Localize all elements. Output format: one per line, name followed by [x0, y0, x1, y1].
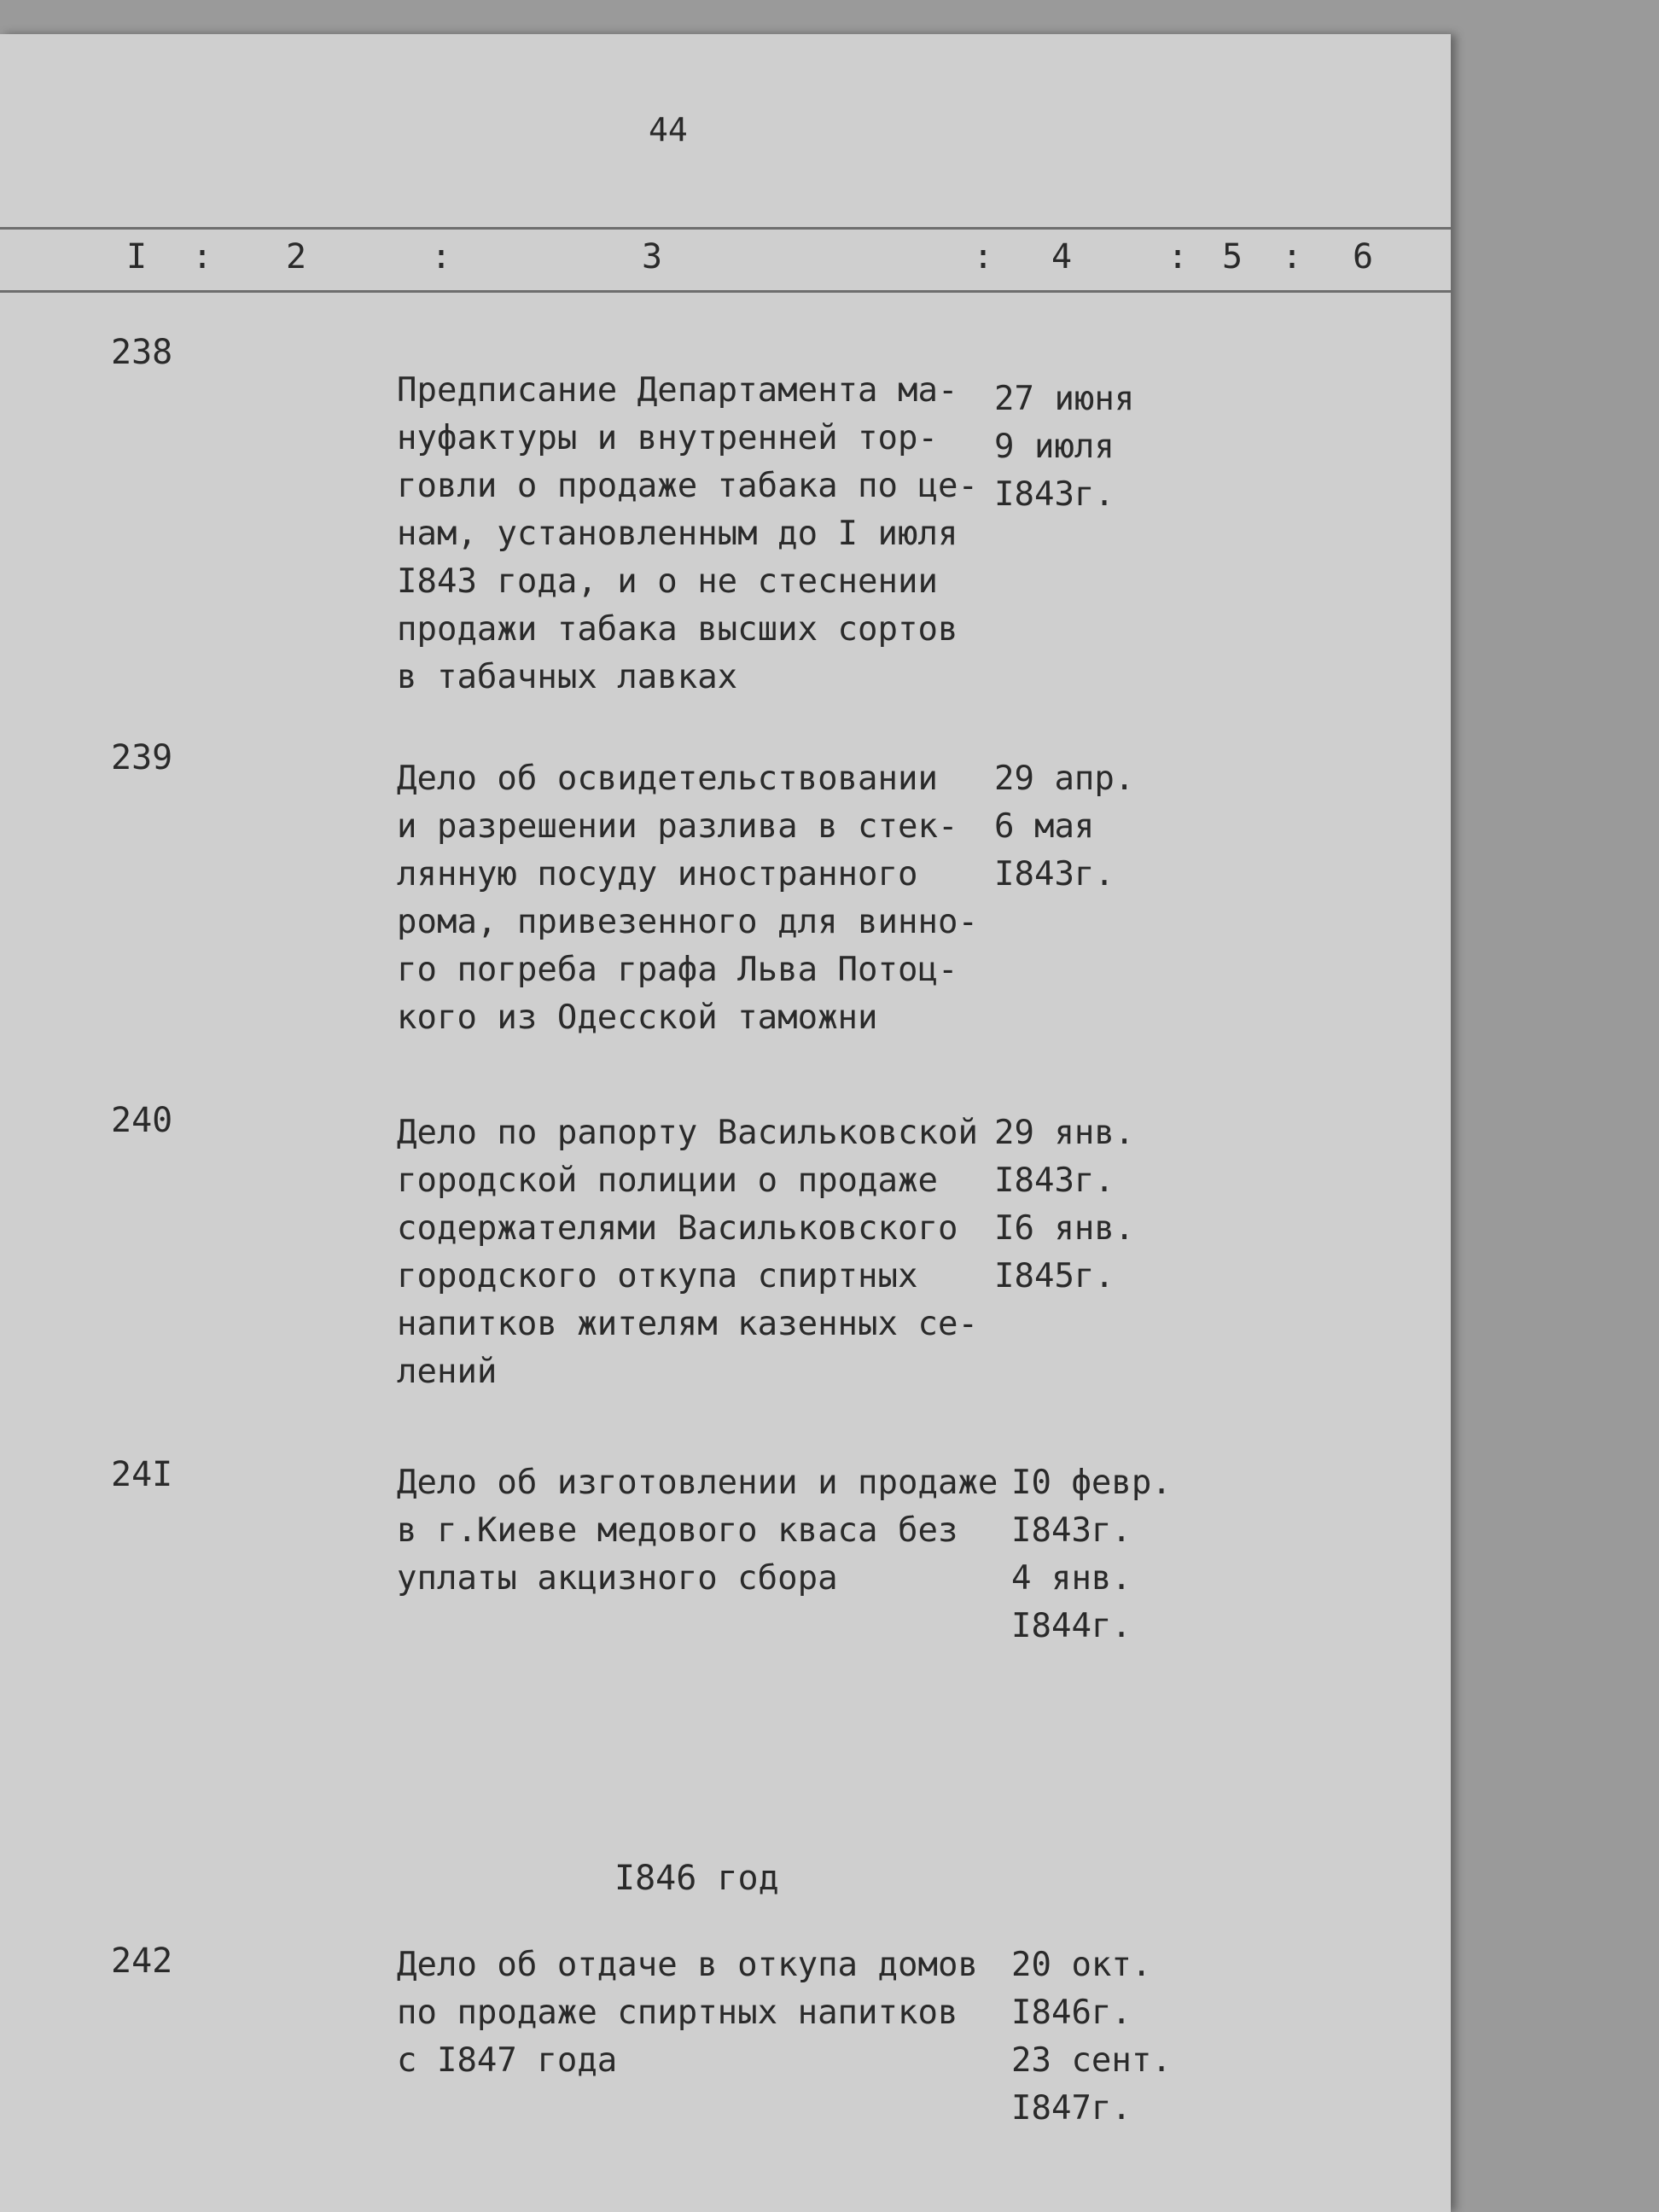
- document-page: [0, 34, 1451, 2212]
- description-line: нуфактуры и внутренней тор-: [397, 419, 938, 457]
- date-line: 27 июня: [994, 380, 1135, 418]
- entry-dates: [994, 755, 1216, 899]
- entry-number: 238: [111, 333, 173, 372]
- entry-dates: [994, 375, 1216, 519]
- date-line: I0 февр.: [1011, 1464, 1172, 1502]
- date-line: 29 янв.: [994, 1114, 1135, 1152]
- description-line: уплаты акцизного сбора: [397, 1559, 838, 1598]
- page-number: 44: [649, 111, 688, 148]
- entry-description: [397, 1941, 994, 2085]
- date-line: I6 янв.: [994, 1209, 1135, 1248]
- entry-number: 239: [111, 738, 173, 777]
- section-title: I846 год: [614, 1859, 779, 1898]
- entry-description: [397, 367, 994, 701]
- entry-description: [397, 1109, 994, 1396]
- description-line: напитков жителям казенных се-: [397, 1305, 978, 1343]
- date-line: I845г.: [994, 1257, 1115, 1295]
- entry-dates: [1011, 1459, 1233, 1650]
- entry-description: [397, 755, 994, 1042]
- description-line: Дело по рапорту Васильковской: [397, 1114, 978, 1152]
- column-header-2: 2: [286, 237, 307, 276]
- description-line: в табачных лавках: [397, 658, 738, 696]
- date-line: I844г.: [1011, 1607, 1132, 1645]
- column-header-5: 5: [1222, 237, 1243, 276]
- description-line: кого из Одесской таможни: [397, 998, 878, 1037]
- description-line: лянную посуду иностранного: [397, 855, 918, 894]
- description-line: рома, привезенного для винно-: [397, 903, 978, 941]
- description-line: I843 года, и о не стеснении: [397, 562, 938, 601]
- description-line: в г.Киеве медового кваса без: [397, 1511, 958, 1550]
- description-line: продажи табака высших сортов: [397, 610, 958, 649]
- entry-number: 24I: [111, 1455, 173, 1494]
- column-separator: :: [431, 237, 452, 276]
- date-line: 29 апр.: [994, 760, 1135, 798]
- column-header-6: 6: [1353, 237, 1374, 276]
- description-line: лений: [397, 1353, 498, 1391]
- header-rule-bottom: [0, 290, 1451, 293]
- header-rule-top: [0, 227, 1451, 230]
- entry-description: [397, 1459, 998, 1603]
- date-line: 20 окт.: [1011, 1946, 1152, 1984]
- date-line: I843г.: [994, 855, 1115, 894]
- description-line: Предписание Департамента ма-: [397, 371, 958, 410]
- column-header-3: 3: [642, 237, 663, 276]
- description-line: и разрешении разлива в стек-: [397, 807, 958, 846]
- description-line: с I847 года: [397, 2041, 618, 2080]
- description-line: Дело об освидетельствовании: [397, 760, 938, 798]
- entry-dates: [1011, 1941, 1233, 2133]
- date-line: I843г.: [1011, 1511, 1132, 1550]
- description-line: нам, установленным до I июля: [397, 515, 958, 553]
- description-line: говли о продаже табака по це-: [397, 467, 978, 505]
- column-header-1: I: [126, 237, 148, 276]
- date-line: I846г.: [1011, 1994, 1132, 2032]
- date-line: 9 июля: [994, 428, 1115, 466]
- description-line: по продаже спиртных напитков: [397, 1994, 958, 2032]
- entry-dates: [994, 1109, 1216, 1301]
- column-separator: :: [973, 237, 994, 276]
- description-line: Дело об отдаче в откупа домов: [397, 1946, 978, 1984]
- description-line: го погреба графа Льва Потоц-: [397, 951, 958, 989]
- column-separator: :: [1167, 237, 1189, 276]
- column-separator: :: [1282, 237, 1303, 276]
- date-line: I847г.: [1011, 2089, 1132, 2128]
- description-line: Дело об изготовлении и продаже: [397, 1464, 998, 1502]
- date-line: I843г.: [994, 1161, 1115, 1200]
- date-line: I843г.: [994, 475, 1115, 514]
- description-line: городской полиции о продаже: [397, 1161, 938, 1200]
- column-separator: :: [192, 237, 213, 276]
- column-header-4: 4: [1051, 237, 1073, 276]
- entry-number: 242: [111, 1941, 173, 1981]
- description-line: городского откупа спиртных: [397, 1257, 918, 1295]
- date-line: 4 янв.: [1011, 1559, 1132, 1598]
- date-line: 23 сент.: [1011, 2041, 1172, 2080]
- date-line: 6 мая: [994, 807, 1095, 846]
- description-line: содержателями Васильковского: [397, 1209, 958, 1248]
- entry-number: 240: [111, 1101, 173, 1140]
